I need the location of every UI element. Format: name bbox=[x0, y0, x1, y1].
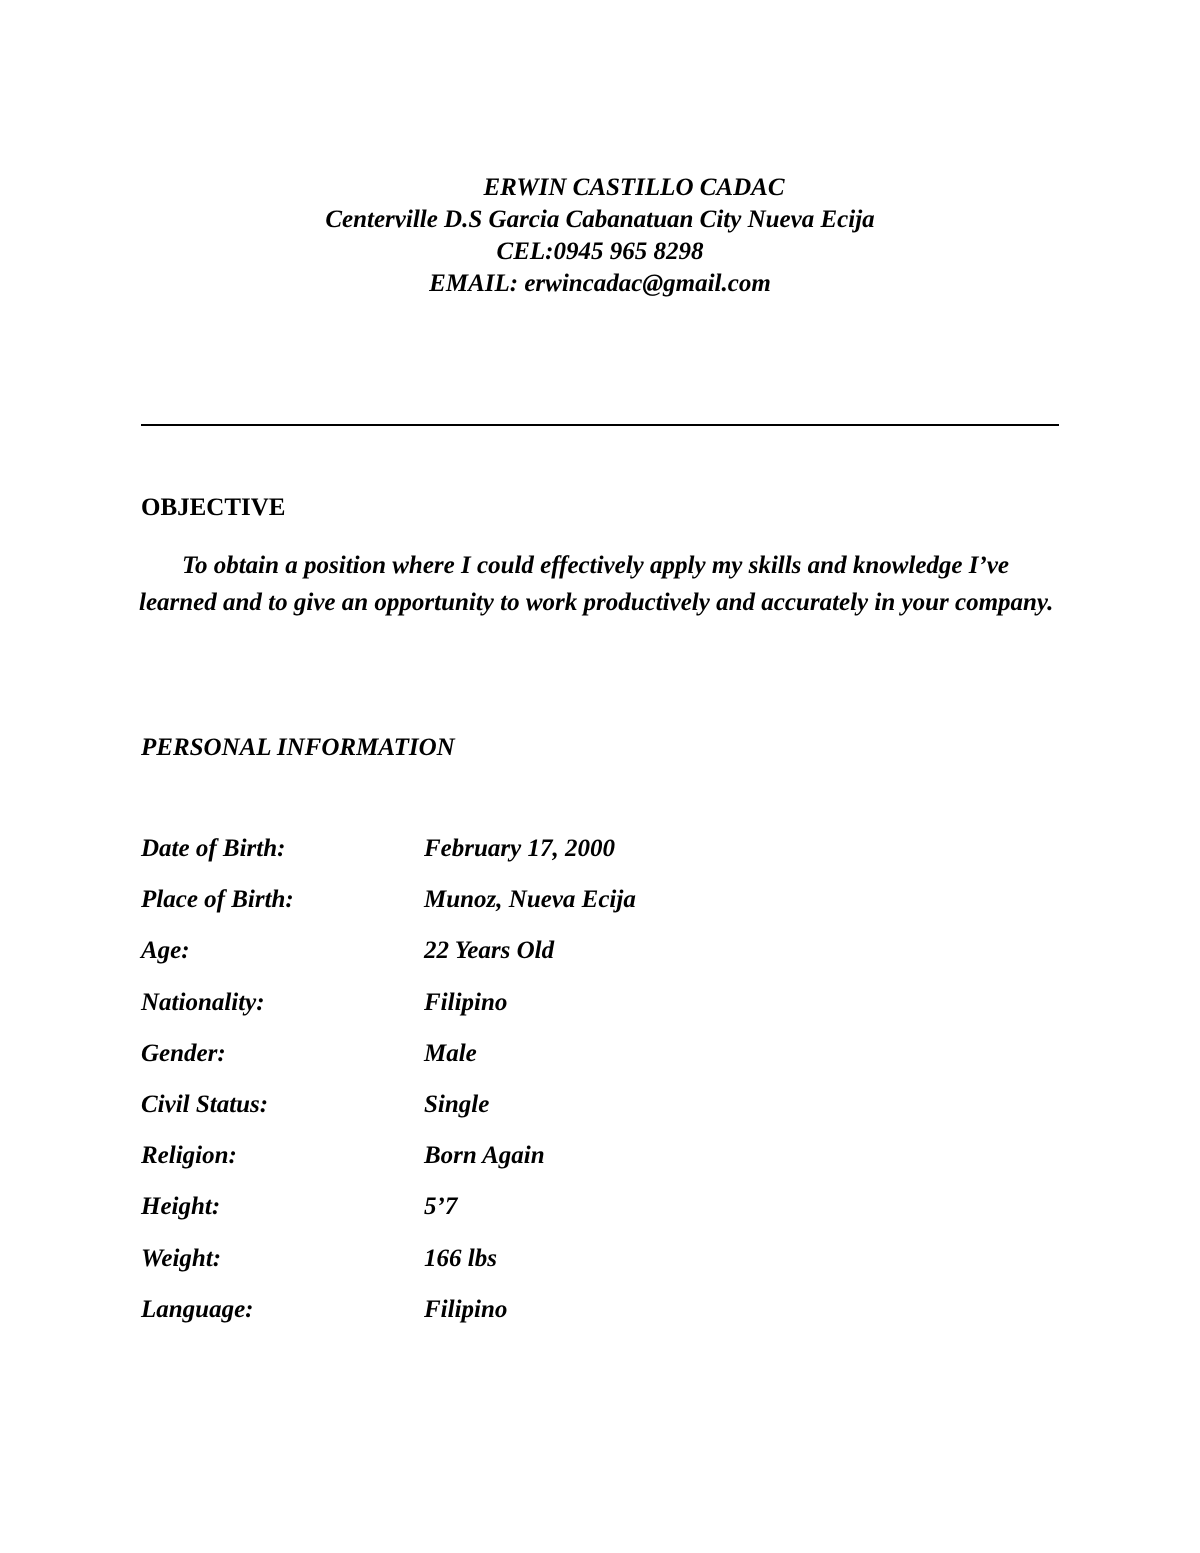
info-value: 22 Years Old bbox=[424, 937, 555, 965]
info-value: Filipino bbox=[424, 1295, 508, 1323]
header-divider bbox=[141, 424, 1059, 426]
info-row-age bbox=[141, 934, 636, 985]
personal-info-heading: PERSONAL INFORMATION bbox=[141, 734, 455, 761]
applicant-address: Centerville D.S Garcia Cabanatuan City Nueva Ecija bbox=[325, 206, 875, 233]
applicant-email: EMAIL: erwincadac@gmail.com bbox=[429, 270, 771, 297]
info-value: Filipino bbox=[424, 988, 508, 1016]
objective-text: To obtain a position where I could effectively apply my skills and knowledge I’ve learned and to give an opportunity to work productively and accurately in your company. bbox=[139, 552, 1054, 616]
info-value: Munoz, Nueva Ecija bbox=[424, 886, 636, 914]
info-row-height bbox=[141, 1190, 636, 1241]
applicant-phone: CEL:0945 965 8298 bbox=[496, 238, 704, 265]
info-value: February 17, 2000 bbox=[424, 835, 615, 862]
info-label: Nationality: bbox=[141, 988, 265, 1016]
info-row-date-of-birth bbox=[141, 832, 636, 883]
applicant-name-text: ERWIN CASTILLO CADAC bbox=[483, 174, 785, 201]
info-row-nationality bbox=[141, 986, 636, 1037]
info-label: Age: bbox=[141, 937, 190, 965]
info-label: Height: bbox=[141, 1193, 221, 1221]
info-label: Place of Birth: bbox=[141, 886, 294, 914]
info-value: 166 lbs bbox=[424, 1244, 497, 1272]
objective-heading: OBJECTIVE bbox=[141, 494, 286, 521]
info-value: Born Again bbox=[424, 1142, 545, 1170]
info-label: Civil Status: bbox=[141, 1090, 269, 1118]
info-value: Male bbox=[424, 1039, 477, 1067]
info-label: Religion: bbox=[141, 1142, 237, 1170]
applicant-name bbox=[0, 172, 1200, 204]
info-row-place-of-birth bbox=[141, 883, 636, 934]
info-label: Gender: bbox=[141, 1039, 226, 1067]
personal-info-table bbox=[141, 832, 636, 1344]
info-row-civil-status bbox=[141, 1088, 636, 1139]
info-label: Language: bbox=[141, 1295, 254, 1323]
info-row-weight bbox=[141, 1242, 636, 1293]
info-label: Date of Birth: bbox=[141, 835, 286, 862]
info-row-gender bbox=[141, 1037, 636, 1088]
info-row-religion bbox=[141, 1139, 636, 1190]
info-row-language bbox=[141, 1293, 636, 1344]
info-value: 5’7 bbox=[424, 1193, 458, 1221]
info-value: Single bbox=[424, 1090, 490, 1118]
info-label: Weight: bbox=[141, 1244, 222, 1272]
